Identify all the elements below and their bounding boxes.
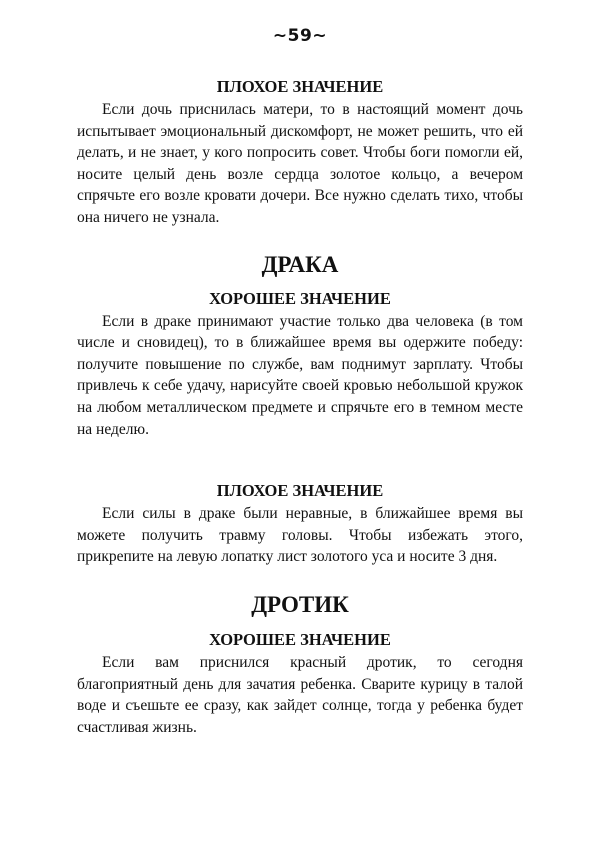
good-meaning-text: Если вам приснился красный дротик, то сегодня благоприятный день для зачатия ребенка. Сварите курицу в талой воде и съешьте ее сразу, как зайдет солнце, тогда у ребенка будет счастливая жизнь. bbox=[77, 653, 523, 736]
section-title-draka: ДРАКА bbox=[261, 251, 339, 277]
good-meaning-text: Если в драке принимают участие только два человека (в том числе и сновидец), то в ближайшее время вы одержите победу: получите повышение по службе, вам поднимут зарплату. Чтобы привлечь к себе удачу, нарисуйте своей кровью небольшой кружок на любом металлическом предмете и спрячьте его в темном месте на неделю. bbox=[77, 312, 523, 438]
bad-meaning-block bbox=[77, 480, 523, 568]
page-number: ~59~ bbox=[272, 26, 328, 46]
bad-meaning-heading: ПЛОХОЕ ЗНАЧЕНИЕ bbox=[216, 481, 384, 501]
bad-meaning-block bbox=[77, 76, 523, 229]
bad-meaning-heading: ПЛОХОЕ ЗНАЧЕНИЕ bbox=[216, 77, 384, 96]
bad-meaning-text: Если силы в драке были неравные, в ближайшее время вы можете получить травму головы. Чтобы избежать этого, прикрепите на левую лопатку лист золотого уса и носите 3 дня. bbox=[77, 505, 523, 566]
good-meaning-block bbox=[77, 288, 523, 441]
page-content bbox=[77, 76, 523, 738]
bad-meaning-text: Если дочь приснилась матери, то в настоящий момент дочь испытывает эмоциональный дискомфорт, не может решить, что ей делать, и не знает, у кого попросить совет. Чтобы боги помогли ей, носите целый день возле сердца золотое кольцо, а вечером спрячьте его возле кровати дочери. Все нужно сделать тихо, чтобы она ничего не узнала. bbox=[77, 101, 523, 226]
good-meaning-heading: ХОРОШЕЕ ЗНАЧЕНИЕ bbox=[209, 288, 391, 308]
good-meaning-block bbox=[77, 629, 523, 738]
section-title-drotik: ДРОТИК bbox=[251, 591, 349, 617]
good-meaning-heading: ХОРОШЕЕ ЗНАЧЕНИЕ bbox=[209, 629, 391, 649]
